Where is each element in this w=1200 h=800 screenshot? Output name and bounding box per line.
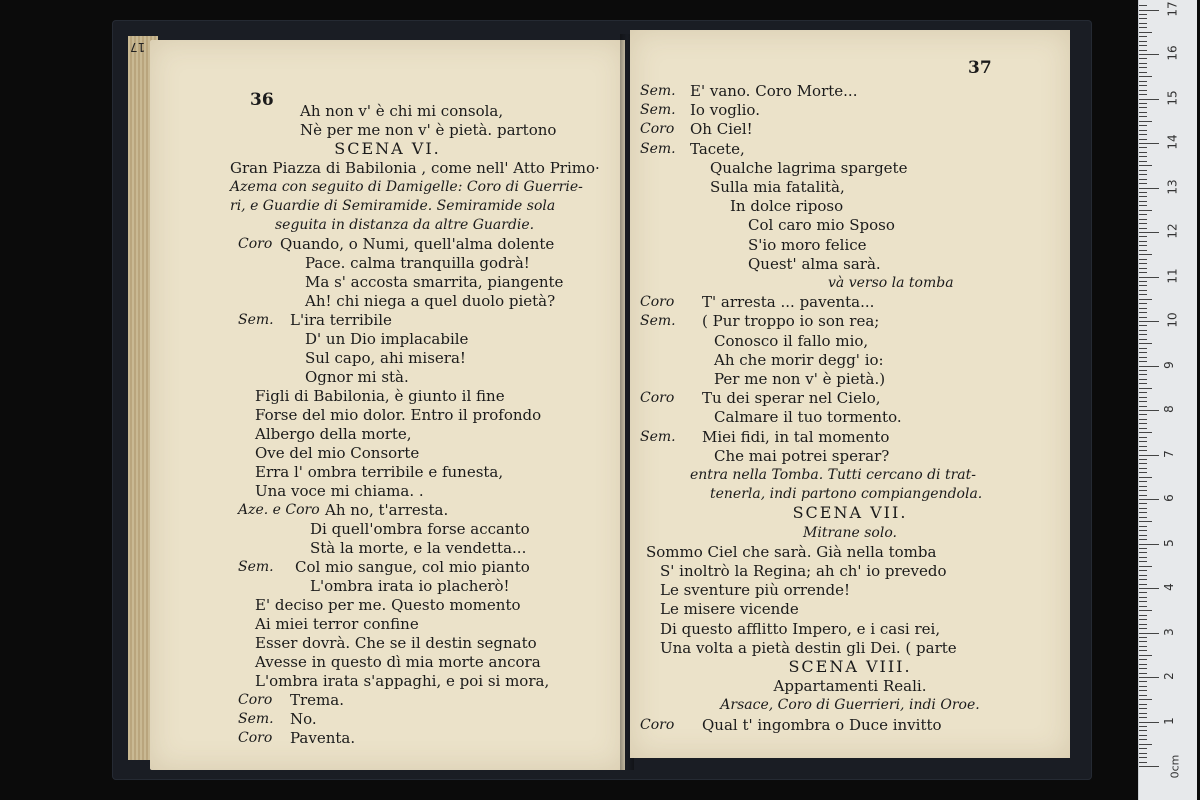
ruler-tick <box>1139 735 1147 736</box>
ruler-number: 9 <box>1161 360 1176 369</box>
ruler-tick <box>1139 245 1147 246</box>
verse-line: Sommo Ciel che sarà. Già nella tomba <box>646 542 937 561</box>
stage-direction: ri, e Guardie di Semiramide. Semiramide sola <box>230 198 556 214</box>
speaker-label: Sem. <box>238 711 274 727</box>
ruler-tick <box>1139 214 1147 215</box>
verse-line: Gran Piazza di Babilonia , come nell' Atto Primo· <box>230 159 600 177</box>
ruler-tick <box>1139 668 1147 669</box>
ruler-unit: 0cm <box>1168 754 1182 779</box>
ruler-tick <box>1139 615 1147 616</box>
stage-direction: tenerla, indi partono compiangendola. <box>710 486 983 503</box>
dialogue-line: Ah no, t'arresta. <box>325 501 449 519</box>
ruler-tick <box>1139 112 1147 113</box>
ruler-tick <box>1139 308 1147 309</box>
ruler-tick <box>1139 67 1147 68</box>
ruler-number: 3 <box>1161 627 1176 636</box>
ruler-tick <box>1139 192 1147 193</box>
ruler-tick <box>1139 317 1147 318</box>
verse-line: Una voce mi chiama. . <box>255 482 424 500</box>
ruler-tick <box>1139 517 1147 518</box>
ruler-tick <box>1139 673 1147 674</box>
ruler-tick <box>1139 633 1159 634</box>
ruler-tick <box>1139 503 1147 504</box>
ruler-tick <box>1139 477 1152 478</box>
ruler-number: 16 <box>1165 45 1180 61</box>
ruler-tick <box>1139 584 1147 585</box>
dialogue-line: Tu dei sperar nel Cielo, <box>702 389 881 408</box>
speaker-label: Sem. <box>640 313 676 330</box>
ruler-tick <box>1139 32 1152 33</box>
ruler-tick <box>1139 107 1147 108</box>
scene-heading: SCENA VIII. <box>788 657 912 676</box>
ruler-tick <box>1139 58 1147 59</box>
ruler-tick <box>1139 232 1159 233</box>
dialogue-line: Oh Ciel! <box>690 120 753 139</box>
ruler-tick <box>1139 557 1147 558</box>
ruler-tick <box>1139 481 1147 482</box>
ruler-tick <box>1139 592 1147 593</box>
ruler-tick <box>1139 72 1147 73</box>
ruler-tick <box>1139 486 1147 487</box>
verse-line: Ah! chi niega a quel duolo pietà? <box>305 292 556 310</box>
ruler-tick <box>1139 383 1147 384</box>
ruler-tick <box>1139 352 1147 353</box>
ruler-tick <box>1139 5 1147 6</box>
ruler-number: 11 <box>1165 267 1180 284</box>
verse-line: Le misere vicende <box>660 600 799 619</box>
verse-line: In dolce riposo <box>730 197 844 216</box>
speaker-label: Sem. <box>640 102 676 119</box>
ruler-tick <box>1139 81 1147 82</box>
verse-line: Sul capo, ahi misera! <box>305 349 466 367</box>
ruler-tick <box>1139 263 1147 264</box>
verse-line: L'ombra irata io placherò! <box>310 577 510 595</box>
verse-line: Avesse in questo dì mia morte ancora <box>255 653 541 671</box>
ruler-tick <box>1139 290 1147 291</box>
speaker-label: Coro <box>640 121 675 138</box>
stage-direction: Appartamenti Reali. <box>773 677 927 696</box>
verse-line: D' un Dio implacabile <box>305 330 469 348</box>
ruler-tick <box>1139 570 1147 571</box>
ruler-tick <box>1139 294 1147 295</box>
ruler-tick <box>1139 561 1147 562</box>
ruler-tick <box>1139 241 1147 242</box>
stage-direction: Azema con seguito di Damigelle: Coro di Guerrie- <box>230 179 583 195</box>
ruler-tick <box>1139 312 1147 313</box>
ruler-tick <box>1139 299 1152 300</box>
ruler-tick <box>1139 103 1147 104</box>
ruler-number: 17 <box>1165 0 1180 17</box>
ruler-tick <box>1139 277 1159 278</box>
dialogue-line: Quando, o Numi, quell'alma dolente <box>280 235 555 253</box>
ruler-tick <box>1139 228 1147 229</box>
ruler-tick <box>1139 388 1152 389</box>
ruler-tick <box>1139 455 1159 456</box>
ruler-tick <box>1139 272 1147 273</box>
ruler-tick <box>1139 325 1147 326</box>
verse-line: Una volta a pietà destin gli Dei. ( parte <box>660 638 957 657</box>
speaker-label: Coro <box>640 294 675 311</box>
measurement-ruler <box>1138 0 1197 800</box>
ruler-tick <box>1139 690 1147 691</box>
speaker-label: Sem. <box>238 312 274 328</box>
ruler-tick <box>1139 210 1152 211</box>
speaker-label: Aze. e Coro <box>238 502 320 518</box>
ruler-tick <box>1139 753 1147 754</box>
ruler-tick <box>1139 36 1147 37</box>
ruler-tick <box>1139 566 1152 567</box>
stage-direction: và verso la tomba <box>828 275 954 291</box>
ruler-tick <box>1139 268 1147 269</box>
ruler-tick <box>1139 730 1147 731</box>
speaker-label: Sem. <box>238 559 274 575</box>
ruler-tick <box>1139 361 1147 362</box>
speaker-label: Coro <box>238 236 273 252</box>
ruler-tick <box>1139 713 1147 714</box>
ruler-tick <box>1139 45 1147 46</box>
dialogue-line: No. <box>290 710 317 728</box>
ruler-tick <box>1139 374 1147 375</box>
verse-line: Qualche lagrima spargete <box>710 158 908 177</box>
ruler-tick <box>1139 250 1147 251</box>
ruler-tick <box>1139 165 1152 166</box>
ruler-tick <box>1139 548 1147 549</box>
ruler-tick <box>1139 27 1147 28</box>
dialogue-line: Miei fidi, in tal momento <box>702 427 890 446</box>
stage-direction: Arsace, Coro di Guerrieri, indi Oroe. <box>720 697 980 714</box>
ruler-tick <box>1139 254 1152 255</box>
ruler-tick <box>1139 681 1147 682</box>
verse-line: Stà la morte, e la vendetta... <box>310 539 527 557</box>
ruler-tick <box>1139 401 1147 402</box>
ruler-tick <box>1139 219 1147 220</box>
verse-line: E' deciso per me. Questo momento <box>255 596 521 614</box>
dialogue-line: L'ira terribile <box>290 311 392 329</box>
verse-line: Ah che morir degg' io: <box>714 350 884 369</box>
verse-line: Nè per me non v' è pietà. partono <box>300 121 557 139</box>
ruler-tick <box>1139 659 1147 660</box>
ruler-tick <box>1139 183 1147 184</box>
ruler-number: 8 <box>1161 405 1176 413</box>
ruler-tick <box>1139 619 1147 620</box>
stage-direction: Mitrane solo. <box>803 524 897 541</box>
verse-line: Ai miei terror confine <box>255 615 419 633</box>
ruler-number: 4 <box>1161 583 1176 591</box>
ruler-tick <box>1139 762 1147 763</box>
ruler-tick <box>1139 726 1147 727</box>
verse-line: Le sventure più orrende! <box>660 581 851 600</box>
ruler-tick <box>1139 601 1147 602</box>
ruler-tick <box>1139 50 1147 51</box>
ruler-tick <box>1139 125 1147 126</box>
ruler-number: 2 <box>1161 672 1176 680</box>
ruler-number: 7 <box>1161 449 1176 458</box>
ruler-tick <box>1139 156 1147 157</box>
ruler-tick <box>1139 379 1147 380</box>
ruler-tick <box>1139 343 1152 344</box>
ruler-tick <box>1139 10 1159 11</box>
ruler-tick <box>1139 606 1147 607</box>
ruler-tick <box>1139 196 1147 197</box>
ruler-tick <box>1139 579 1147 580</box>
verse-line: Pace. calma tranquilla godrà! <box>305 254 530 272</box>
ruler-tick <box>1139 76 1152 77</box>
ruler-tick <box>1139 655 1152 656</box>
page-number: 37 <box>968 58 992 78</box>
ruler-tick <box>1139 63 1147 64</box>
ruler-tick <box>1139 116 1147 117</box>
verse-line: Col caro mio Sposo <box>748 216 895 235</box>
ruler-tick <box>1139 490 1147 491</box>
ruler-tick <box>1139 152 1147 153</box>
ruler-tick <box>1139 357 1147 358</box>
dialogue-line: ( Pur troppo io son rea; <box>702 312 880 331</box>
ruler-tick <box>1139 285 1147 286</box>
ruler-tick <box>1139 54 1159 55</box>
dialogue-line: E' vano. Coro Morte... <box>690 82 858 100</box>
ruler-tick <box>1139 646 1147 647</box>
dialogue-line: T' arresta ... paventa... <box>702 293 875 312</box>
ruler-tick <box>1139 650 1147 651</box>
ruler-tick <box>1139 695 1147 696</box>
ruler-tick <box>1139 610 1152 611</box>
ruler-tick <box>1139 624 1147 625</box>
dialogue-line: Paventa. <box>290 729 356 747</box>
ruler-number: 15 <box>1165 89 1180 106</box>
ruler-tick <box>1139 699 1152 700</box>
ruler-tick <box>1139 147 1147 148</box>
dialogue-line: Qual t' ingombra o Duce invitto <box>702 715 942 734</box>
ruler-tick <box>1139 392 1147 393</box>
verse-line: Quest' alma sarà. <box>748 254 881 273</box>
ruler-tick <box>1139 739 1147 740</box>
ruler-tick <box>1139 677 1159 678</box>
ruler-tick <box>1139 446 1147 447</box>
ruler-tick <box>1139 161 1147 162</box>
ruler-tick <box>1139 641 1147 642</box>
ruler-tick <box>1139 94 1147 95</box>
ruler-tick <box>1139 535 1147 536</box>
verse-line: Calmare il tuo tormento. <box>714 408 902 427</box>
ruler-tick <box>1139 397 1147 398</box>
verse-line: Che mai potrei sperar? <box>714 446 890 465</box>
ruler-tick <box>1139 201 1147 202</box>
verse-line: Forse del mio dolor. Entro il profondo <box>255 406 542 424</box>
ruler-tick <box>1139 366 1159 367</box>
ruler-tick <box>1139 437 1147 438</box>
ruler-tick <box>1139 205 1147 206</box>
verse-line: Conosco il fallo mio, <box>714 331 869 350</box>
verse-line: Sulla mia fatalità, <box>710 178 845 196</box>
ruler-tick <box>1139 85 1147 86</box>
ruler-tick <box>1139 406 1147 407</box>
ruler-tick <box>1139 628 1147 629</box>
verse-line: Ma s' accosta smarrita, piangente <box>305 273 564 291</box>
ruler-tick <box>1139 419 1147 420</box>
ruler-tick <box>1139 423 1147 424</box>
ruler-tick <box>1139 121 1152 122</box>
ruler-tick <box>1139 717 1147 718</box>
ruler-tick <box>1139 139 1147 140</box>
ruler-tick <box>1139 259 1147 260</box>
speaker-label: Sem. <box>640 83 676 99</box>
scene-heading: SCENA VII. <box>792 503 908 523</box>
stage-direction: seguita in distanza da altre Guardie. <box>275 217 535 233</box>
verse-line: Albergo della morte, <box>255 425 412 443</box>
ruler-tick <box>1139 459 1147 460</box>
ruler-tick <box>1139 463 1147 464</box>
ruler-tick <box>1139 744 1152 745</box>
ruler-tick <box>1139 414 1147 415</box>
ruler-number: 10 <box>1165 312 1180 328</box>
verse-line: S'io moro felice <box>748 235 867 254</box>
ruler-number: 14 <box>1165 134 1180 150</box>
ruler-tick <box>1139 637 1147 638</box>
ruler-tick <box>1139 130 1147 131</box>
ruler-tick <box>1139 450 1147 451</box>
verse-line: S' inoltrò la Regina; ah ch' io prevedo <box>660 562 947 580</box>
dialogue-line: Tacete, <box>690 139 745 158</box>
speaker-label: Sem. <box>640 428 676 445</box>
ruler-tick <box>1139 539 1147 540</box>
ruler-number: 13 <box>1165 178 1180 195</box>
ruler-tick <box>1139 708 1147 709</box>
ruler-tick <box>1139 526 1147 527</box>
ruler-tick <box>1139 339 1147 340</box>
stage-direction: entra nella Tomba. Tutti cercano di trat- <box>690 467 976 483</box>
verse-line: Per me non v' è pietà.) <box>714 370 886 388</box>
ruler-tick <box>1139 18 1147 19</box>
ruler-number: 5 <box>1161 538 1176 547</box>
ruler-tick <box>1139 521 1152 522</box>
ruler-tick <box>1139 410 1159 411</box>
ruler-tick <box>1139 530 1147 531</box>
ruler-number: 12 <box>1165 223 1180 239</box>
verse-line: Erra l' ombra terribile e funesta, <box>255 463 504 481</box>
ruler-tick <box>1139 303 1147 304</box>
ruler-tick <box>1139 512 1147 513</box>
ruler-tick <box>1139 499 1159 500</box>
ruler-tick <box>1139 588 1159 589</box>
ruler-tick <box>1139 432 1152 433</box>
verse-line: Figli di Babilonia, è giunto il fine <box>255 387 505 405</box>
ruler-tick <box>1139 281 1147 282</box>
verse-line: Esser dovrà. Che se il destin segnato <box>255 634 537 652</box>
ruler-tick <box>1139 334 1147 335</box>
speaker-label: Sem. <box>640 140 676 157</box>
ruler-tick <box>1139 766 1159 767</box>
ruler-tick <box>1139 468 1147 469</box>
ruler-tick <box>1139 428 1147 429</box>
ruler-tick <box>1139 23 1147 24</box>
ruler-tick <box>1139 41 1147 42</box>
ruler-tick <box>1139 370 1147 371</box>
ruler-number: 6 <box>1161 494 1176 502</box>
speaker-label: Coro <box>640 716 675 733</box>
ruler-number: 1 <box>1161 716 1176 725</box>
ruler-tick <box>1139 134 1147 135</box>
ruler-tick <box>1139 90 1147 91</box>
dialogue-line: Io voglio. <box>690 101 760 120</box>
ruler-tick <box>1139 704 1147 705</box>
ruler-tick <box>1139 575 1147 576</box>
speaker-label: Coro <box>238 730 273 746</box>
verse-line: Ah non v' è chi mi consola, <box>300 102 504 120</box>
ruler-tick <box>1139 686 1147 687</box>
verse-line: Di quell'ombra forse accanto <box>310 520 530 538</box>
scene-heading: SCENA VI. <box>334 139 441 158</box>
verse-line: Ognor mi stà. <box>305 368 409 386</box>
ruler-tick <box>1139 330 1147 331</box>
speaker-label: Coro <box>238 692 273 708</box>
ruler-tick <box>1139 321 1159 322</box>
ruler-tick <box>1139 664 1147 665</box>
ruler-tick <box>1139 597 1147 598</box>
ruler-tick <box>1139 188 1159 189</box>
speaker-label: Coro <box>640 390 675 407</box>
ruler-tick <box>1139 348 1147 349</box>
ruler-tick <box>1139 170 1147 171</box>
ruler-tick <box>1139 441 1147 442</box>
verse-line: L'ombra irata s'appaghi, e poi si mora, <box>255 672 550 690</box>
dialogue-line: Trema. <box>290 691 344 709</box>
ruler-tick <box>1139 722 1159 723</box>
ruler-tick <box>1139 748 1147 749</box>
ruler-tick <box>1139 223 1147 224</box>
page-number: 36 <box>250 90 274 110</box>
ruler-tick <box>1139 174 1147 175</box>
ruler-tick <box>1139 544 1159 545</box>
ruler-tick <box>1139 757 1147 758</box>
ruler-tick <box>1139 508 1147 509</box>
ruler-tick <box>1139 99 1159 100</box>
dialogue-line: Col mio sangue, col mio pianto <box>295 558 530 576</box>
ruler-tick <box>1139 552 1147 553</box>
edge-marker: 17 <box>130 40 146 54</box>
ruler-tick <box>1139 143 1159 144</box>
ruler-tick <box>1139 472 1147 473</box>
verse-line: Ove del mio Consorte <box>255 444 420 462</box>
left-page <box>150 40 625 770</box>
right-page <box>630 30 1070 758</box>
ruler-tick <box>1139 14 1147 15</box>
ruler-tick <box>1139 495 1147 496</box>
ruler-tick <box>1139 179 1147 180</box>
ruler-tick <box>1139 236 1147 237</box>
verse-line: Di questo afflitto Impero, e i casi rei, <box>660 619 941 638</box>
